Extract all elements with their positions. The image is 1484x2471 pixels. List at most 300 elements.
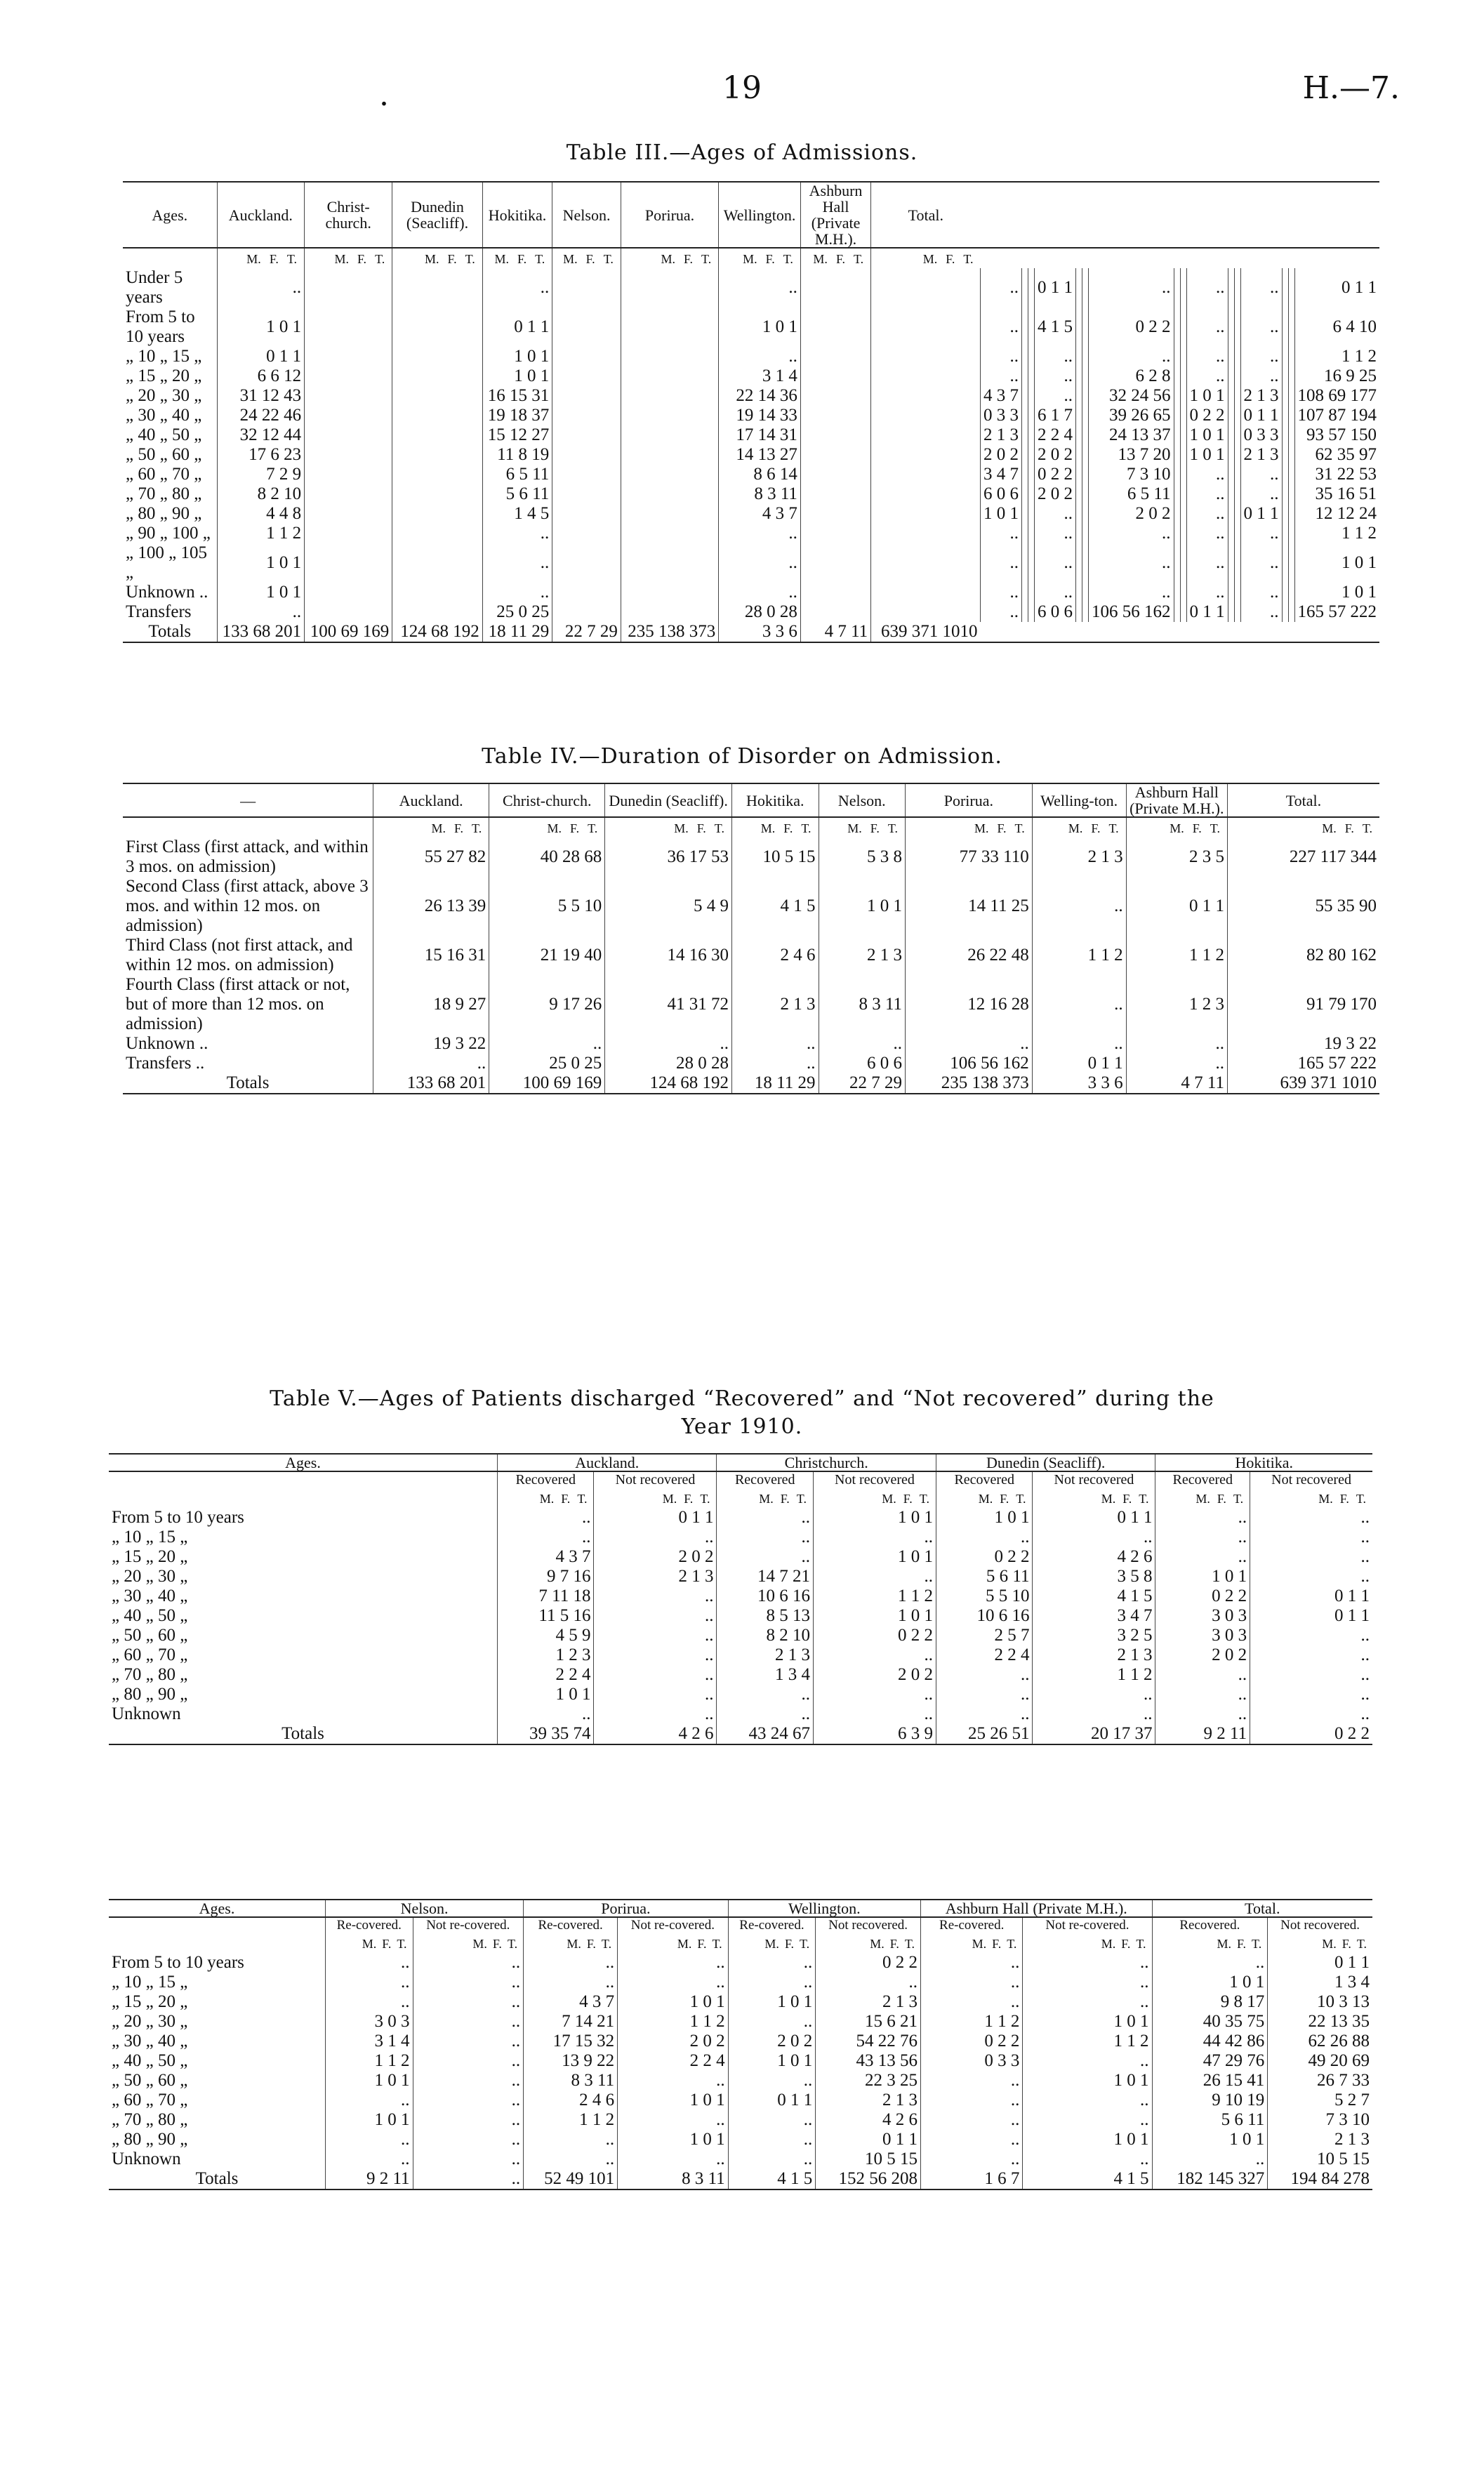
data-cell: 165 57 222 <box>1294 602 1379 622</box>
data-cell: .. <box>1089 524 1174 543</box>
data-cell <box>871 524 981 543</box>
mft-label: F. <box>992 1937 1002 1952</box>
data-cell <box>552 425 621 445</box>
data-cell: 39 26 65 <box>1089 406 1174 425</box>
data-cell: .. <box>1035 583 1076 602</box>
data-cell: 2 2 4 <box>936 1645 1032 1665</box>
data-cell: .. <box>1240 347 1282 366</box>
data-cell: 1 0 1 <box>1152 2130 1268 2149</box>
mft-label: M. <box>547 821 562 836</box>
data-cell <box>621 465 718 484</box>
data-cell <box>392 504 483 524</box>
table-row <box>123 602 1379 622</box>
data-cell: 0 1 1 <box>482 307 552 347</box>
data-cell: 3 0 3 <box>1155 1626 1250 1645</box>
mft-spacer <box>109 1933 326 1953</box>
data-cell: 1 1 2 <box>1023 2032 1152 2051</box>
data-cell: .. <box>719 543 801 583</box>
data-cell: .. <box>1186 268 1228 307</box>
table-row <box>109 2149 1372 2169</box>
data-cell: .. <box>981 524 1022 543</box>
data-cell: 4 5 9 <box>498 1626 594 1645</box>
data-cell <box>552 445 621 465</box>
data-cell: 1 0 1 <box>1023 2012 1152 2032</box>
subheader: Not re-covered. <box>618 1917 729 1933</box>
data-cell <box>621 366 718 386</box>
data-cell: .. <box>1186 307 1228 347</box>
mft-label: F. <box>835 252 846 267</box>
data-cell: 1 0 1 <box>482 347 552 366</box>
data-cell <box>871 268 981 307</box>
mft-label: F. <box>492 1937 502 1952</box>
data-cell: .. <box>1240 366 1282 386</box>
data-cell: .. <box>605 1034 732 1054</box>
data-cell <box>871 445 981 465</box>
data-cell <box>800 465 870 484</box>
institution-header: Ashburn Hall (Private M.H.). <box>1126 783 1227 817</box>
data-cell: 8 3 11 <box>819 975 906 1034</box>
data-cell <box>621 347 718 366</box>
data-cell <box>305 347 392 366</box>
table6-age-header: Ages. <box>199 1900 235 1917</box>
data-cell <box>621 445 718 465</box>
data-cell: 2 1 3 <box>981 425 1022 445</box>
mft-label: M. <box>494 252 509 267</box>
totals-cell: 152 56 208 <box>816 2169 921 2190</box>
mft-label: F. <box>570 821 580 836</box>
data-cell: .. <box>1035 504 1076 524</box>
table-row <box>123 366 1379 386</box>
data-cell: .. <box>1155 1704 1250 1724</box>
data-cell: 6 0 6 <box>1035 602 1076 622</box>
mft-label: T. <box>796 1492 807 1506</box>
row-label: „ 70 „ 80 „ <box>126 484 202 504</box>
data-cell <box>1282 307 1288 347</box>
data-cell <box>1228 268 1234 307</box>
mft-label: T. <box>535 252 545 267</box>
data-cell <box>1028 445 1035 465</box>
mft-header <box>1250 1488 1372 1508</box>
data-cell: .. <box>326 2091 413 2110</box>
data-cell: 3 0 3 <box>326 2012 413 2032</box>
data-cell <box>800 307 870 347</box>
data-cell: 2 0 2 <box>1035 484 1076 504</box>
data-cell: .. <box>1089 268 1174 307</box>
mft-header <box>594 1488 717 1508</box>
mft-row <box>109 1933 1372 1953</box>
data-cell: .. <box>936 1665 1032 1685</box>
data-cell: 12 16 28 <box>906 975 1033 1034</box>
data-cell: 4 3 7 <box>498 1547 594 1567</box>
data-cell: 7 3 10 <box>1268 2110 1372 2130</box>
totals-cell: 235 138 373 <box>906 1073 1033 1094</box>
mft-header <box>552 248 621 268</box>
mft-label: F. <box>1121 1937 1131 1952</box>
data-cell <box>871 484 981 504</box>
data-cell: 62 26 88 <box>1268 2032 1372 2051</box>
data-cell: .. <box>1250 1645 1372 1665</box>
data-cell <box>1180 524 1186 543</box>
mft-label: F. <box>382 1937 392 1952</box>
data-cell <box>1288 268 1294 307</box>
data-cell: 21 19 40 <box>489 936 605 975</box>
data-cell: .. <box>921 2091 1023 2110</box>
data-cell <box>1028 504 1035 524</box>
data-cell: .. <box>719 583 801 602</box>
mft-label: T. <box>1014 821 1025 836</box>
mft-label: F. <box>517 252 527 267</box>
data-cell <box>1180 445 1186 465</box>
data-cell: .. <box>498 1528 594 1547</box>
subheader: Recovered <box>498 1471 594 1488</box>
data-cell: .. <box>1023 2051 1152 2071</box>
data-cell: 2 3 5 <box>1126 837 1227 877</box>
data-cell: 2 2 4 <box>1035 425 1076 445</box>
institution-header: Nelson. <box>326 1900 524 1917</box>
institution-header: Total. <box>871 182 981 248</box>
mft-label: M. <box>978 1492 993 1506</box>
data-cell: .. <box>524 2130 618 2149</box>
institution-header: Porirua. <box>906 783 1033 817</box>
data-cell: .. <box>1032 877 1126 936</box>
mft-label: T. <box>904 1937 915 1952</box>
data-cell <box>1180 602 1186 622</box>
data-cell <box>1076 268 1082 307</box>
data-cell <box>1288 524 1294 543</box>
subheader-spacer <box>109 1471 498 1488</box>
data-cell <box>1288 406 1294 425</box>
data-cell: .. <box>717 1704 813 1724</box>
data-cell: 13 9 22 <box>524 2051 618 2071</box>
data-cell: 19 14 33 <box>719 406 801 425</box>
data-cell <box>800 268 870 307</box>
table-row <box>109 1626 1372 1645</box>
data-cell: .. <box>413 2149 524 2169</box>
subheader: Re-covered. <box>524 1917 618 1933</box>
data-cell <box>1234 425 1240 445</box>
row-label: „ 80 „ 90 „ <box>112 2130 188 2149</box>
data-cell: 2 0 2 <box>813 1665 936 1685</box>
institution-header: Auckland. <box>373 783 489 817</box>
data-cell: .. <box>819 1034 906 1054</box>
data-cell: 1 4 5 <box>482 504 552 524</box>
data-cell: 14 16 30 <box>605 936 732 975</box>
data-cell: .. <box>413 2071 524 2091</box>
table-row <box>109 1953 1372 1973</box>
data-cell: .. <box>1186 366 1228 386</box>
mft-label: F. <box>783 821 793 836</box>
data-cell <box>1022 465 1028 484</box>
mft-label: T. <box>603 252 614 267</box>
data-cell <box>1282 406 1288 425</box>
institution-header: Auckland. <box>217 182 305 248</box>
data-cell: 2 4 6 <box>524 2091 618 2110</box>
data-cell: .. <box>921 1953 1023 1973</box>
data-cell: 106 56 162 <box>1089 602 1174 622</box>
data-cell: 17 15 32 <box>524 2032 618 2051</box>
data-cell <box>1282 465 1288 484</box>
mft-row <box>109 1488 1372 1508</box>
data-cell <box>1228 583 1234 602</box>
table-row <box>109 1973 1372 1992</box>
data-cell <box>1288 425 1294 445</box>
data-cell: 15 16 31 <box>373 936 489 975</box>
data-cell: 2 2 4 <box>498 1665 594 1685</box>
mft-label: T. <box>887 821 899 836</box>
data-cell: .. <box>717 1508 813 1528</box>
mft-label: M. <box>764 1937 779 1952</box>
mft-label: M. <box>847 821 862 836</box>
totals-cell: 4 7 11 <box>1126 1073 1227 1094</box>
data-cell: 93 57 150 <box>1294 425 1379 445</box>
totals-cell: 25 26 51 <box>936 1724 1032 1744</box>
totals-cell: 4 7 11 <box>800 622 870 642</box>
subheader: Recovered <box>936 1471 1032 1488</box>
data-cell: 6 0 6 <box>819 1054 906 1073</box>
data-cell: 3 1 4 <box>326 2032 413 2051</box>
mft-label: T. <box>397 1937 407 1952</box>
data-cell <box>1082 366 1089 386</box>
data-cell: 165 57 222 <box>1227 1054 1379 1073</box>
mft-header <box>413 1933 524 1953</box>
data-cell: .. <box>731 1054 819 1073</box>
data-cell <box>800 425 870 445</box>
data-cell <box>392 543 483 583</box>
data-cell: 1 1 2 <box>618 2012 729 2032</box>
data-cell <box>621 524 718 543</box>
data-cell <box>1082 543 1089 583</box>
data-cell: 62 35 97 <box>1294 445 1379 465</box>
data-cell: 0 1 1 <box>1033 1508 1155 1528</box>
data-cell: 1 0 1 <box>217 583 305 602</box>
data-cell <box>1288 347 1294 366</box>
data-cell <box>1180 504 1186 524</box>
data-cell: .. <box>413 2130 524 2149</box>
data-cell <box>621 543 718 583</box>
mft-label: F. <box>585 252 595 267</box>
data-cell <box>552 524 621 543</box>
data-cell <box>1288 602 1294 622</box>
data-cell: 1 0 1 <box>326 2071 413 2091</box>
data-cell <box>1028 524 1035 543</box>
data-cell: 2 1 3 <box>717 1645 813 1665</box>
data-cell <box>552 543 621 583</box>
data-cell: .. <box>594 1586 717 1606</box>
row-label: „ 10 „ 15 „ <box>126 347 202 366</box>
data-cell <box>621 484 718 504</box>
data-cell <box>1082 504 1089 524</box>
data-cell: 1 1 2 <box>1294 524 1379 543</box>
table-row <box>109 2091 1372 2110</box>
data-cell <box>1234 524 1240 543</box>
totals-cell: 100 69 169 <box>305 622 392 642</box>
row-label: „ 15 „ 20 „ <box>112 1992 188 2012</box>
institution-header: Ashburn Hall (Private M.H.). <box>921 1900 1153 1917</box>
data-cell: .. <box>1186 583 1228 602</box>
data-cell: .. <box>719 524 801 543</box>
table-row <box>123 975 1379 1034</box>
mft-label: M. <box>1195 1492 1210 1506</box>
data-cell <box>1022 543 1028 583</box>
data-cell: .. <box>413 2110 524 2130</box>
data-cell <box>1028 484 1035 504</box>
mft-header <box>813 1488 936 1508</box>
data-cell <box>1228 484 1234 504</box>
data-cell: 16 15 31 <box>482 386 552 406</box>
data-cell: .. <box>719 347 801 366</box>
data-cell <box>1234 307 1240 347</box>
totals-cell: 0 2 2 <box>1250 1724 1372 1744</box>
data-cell: .. <box>728 1973 816 1992</box>
data-cell <box>1234 583 1240 602</box>
data-cell: 0 1 1 <box>594 1508 717 1528</box>
data-cell <box>1228 445 1234 465</box>
data-cell: .. <box>981 307 1022 347</box>
data-cell <box>552 583 621 602</box>
data-cell <box>1082 465 1089 484</box>
data-cell: 7 3 10 <box>1089 465 1174 484</box>
data-cell: .. <box>1240 524 1282 543</box>
data-cell <box>305 386 392 406</box>
data-cell: 19 18 37 <box>482 406 552 425</box>
data-cell <box>1288 366 1294 386</box>
data-cell <box>1282 445 1288 465</box>
data-cell: 9 7 16 <box>498 1567 594 1586</box>
data-cell <box>1028 366 1035 386</box>
mft-label: F. <box>903 1492 913 1506</box>
data-cell: .. <box>594 1606 717 1626</box>
data-cell <box>1174 484 1180 504</box>
mft-header <box>800 248 870 268</box>
data-cell: 6 4 10 <box>1294 307 1379 347</box>
row-label: From 5 to 10 years <box>112 1953 244 1973</box>
mft-header <box>717 1488 813 1508</box>
data-cell <box>1228 347 1234 366</box>
mft-header <box>921 1933 1023 1953</box>
data-cell: .. <box>728 2071 816 2091</box>
mft-label: T. <box>588 821 598 836</box>
data-cell: .. <box>717 1685 813 1704</box>
row-label: First Class (first attack, and within 3 mos. on admission) <box>126 837 369 877</box>
data-cell: .. <box>413 2091 524 2110</box>
data-cell: 1 0 1 <box>728 2051 816 2071</box>
totals-cell: 194 84 278 <box>1268 2169 1372 2190</box>
mft-label: M. <box>662 1492 677 1506</box>
totals-cell: 124 68 192 <box>605 1073 732 1094</box>
table4-blank-header: — <box>240 791 256 809</box>
data-cell: .. <box>524 1973 618 1992</box>
mft-label: F. <box>765 252 775 267</box>
mft-label: M. <box>760 821 776 836</box>
data-cell: 0 1 1 <box>1126 877 1227 936</box>
totals-cell: 43 24 67 <box>717 1724 813 1744</box>
data-cell: 8 2 10 <box>217 484 305 504</box>
data-cell <box>1282 425 1288 445</box>
data-cell: .. <box>1155 1528 1250 1547</box>
totals-row <box>109 2169 1372 2190</box>
mft-label: M. <box>1101 1492 1116 1506</box>
mft-label: M. <box>1318 1492 1333 1506</box>
data-cell <box>552 268 621 307</box>
data-cell: 0 1 1 <box>1268 1953 1372 1973</box>
mft-label: M. <box>922 252 938 267</box>
mft-header <box>498 1488 594 1508</box>
institution-header: Nelson. <box>819 783 906 817</box>
data-cell: 0 1 1 <box>1032 1054 1126 1073</box>
data-cell: 1 1 2 <box>1032 936 1126 975</box>
data-cell <box>1288 386 1294 406</box>
data-cell <box>1180 484 1186 504</box>
data-cell <box>1174 366 1180 386</box>
data-cell: 4 3 7 <box>981 386 1022 406</box>
data-cell: 22 13 35 <box>1268 2012 1372 2032</box>
data-cell: .. <box>981 602 1022 622</box>
data-cell <box>1282 386 1288 406</box>
data-cell <box>871 602 981 622</box>
data-cell <box>1174 504 1180 524</box>
totals-row <box>123 1073 1379 1094</box>
data-cell <box>1282 524 1288 543</box>
data-cell: 1 1 2 <box>1126 936 1227 975</box>
institution-header: Porirua. <box>621 182 718 248</box>
data-cell: 0 1 1 <box>1186 602 1228 622</box>
data-cell <box>392 445 483 465</box>
data-cell: 1 0 1 <box>618 2091 729 2110</box>
data-cell <box>621 307 718 347</box>
subheader: Not re-covered. <box>413 1917 524 1933</box>
data-cell: .. <box>1186 504 1228 524</box>
row-label: „ 50 „ 60 „ <box>112 2071 188 2091</box>
row-label: Unknown .. <box>126 583 208 602</box>
mft-header <box>936 1488 1032 1508</box>
totals-cell: 18 11 29 <box>482 622 552 642</box>
mft-label: F. <box>889 1937 899 1952</box>
subheader: Re-covered. <box>728 1917 816 1933</box>
mft-label: M. <box>431 821 446 836</box>
data-cell <box>552 347 621 366</box>
data-cell: .. <box>1023 1973 1152 1992</box>
data-cell <box>1022 583 1028 602</box>
data-cell <box>552 406 621 425</box>
table-row <box>123 445 1379 465</box>
totals-cell: 3 3 6 <box>1032 1073 1126 1094</box>
table-row <box>109 1645 1372 1665</box>
mft-label: T. <box>1362 821 1372 836</box>
mft-label: F. <box>453 821 464 836</box>
data-cell: .. <box>728 2012 816 2032</box>
data-cell: 1 0 1 <box>1152 1973 1268 1992</box>
data-cell <box>800 524 870 543</box>
row-label: „ 70 „ 80 „ <box>112 1665 188 1685</box>
mft-label: F. <box>870 821 880 836</box>
data-cell: .. <box>1250 1508 1372 1528</box>
data-cell <box>305 602 392 622</box>
mft-label: T. <box>1356 1492 1366 1506</box>
data-cell <box>1076 602 1082 622</box>
data-cell <box>1288 307 1294 347</box>
row-label: „ 20 „ 30 „ <box>112 1567 188 1586</box>
table-row <box>109 1992 1372 2012</box>
data-cell <box>392 484 483 504</box>
data-cell: 7 2 9 <box>217 465 305 484</box>
row-label: „ 40 „ 50 „ <box>126 425 202 445</box>
data-cell <box>392 465 483 484</box>
mft-label: T. <box>601 1937 612 1952</box>
table-row <box>109 2110 1372 2130</box>
subheader: Recovered <box>717 1471 813 1488</box>
row-label: „ 40 „ 50 „ <box>112 2051 188 2071</box>
data-cell: .. <box>217 268 305 307</box>
